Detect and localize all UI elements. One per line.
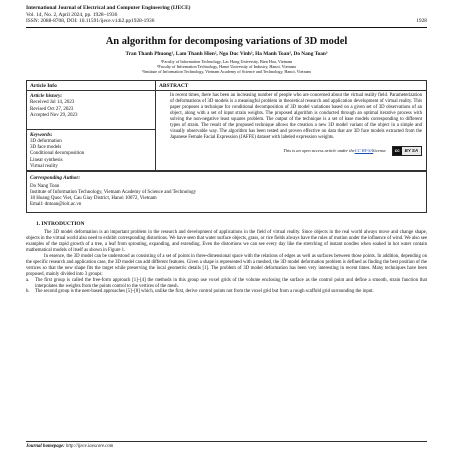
article-history [27,100,155,119]
page-footer [26,441,427,449]
corresponding-institute: Institute of Information Technology, Vietnam Academy of Science and Technology [30,190,197,196]
keyword: Conditional decomposition [30,151,85,157]
affiliations [26,59,427,75]
list-marker: a. [26,277,30,283]
list-item-text: The second group is the nest-based approaches [5]–[8] which, unlike the first, derive control points not from the voxel grid but from a rough scaffold grid surrounding the input. [35,289,374,295]
keyword: Virtual reality [30,163,58,169]
journal-name: International Journal of Electrical and Computer Engineering (IJECE) [26,5,191,11]
cc-by-sa-icon[interactable] [392,146,422,156]
keyword-list [27,139,155,170]
cc-badge-label: cc [394,147,400,153]
list-item [26,278,427,290]
paper-title: An algorithm for decomposing variations of 3D model [105,35,348,47]
page-number: 1928 [416,18,427,25]
article-info-column [27,81,156,170]
history-revised: Revised Oct 27, 2023 [30,106,74,112]
list-item [26,289,427,295]
author-list: Tran Thanh Phuong¹, Lam Thanh Hien², Ngo Duc Vinh³, Ha Manh Toan³, Do Nang Toan³ [125,50,328,57]
keywords-label: Keywords: [30,132,53,138]
keyword: 3D face models [30,145,62,151]
article-info-box [26,80,427,171]
history-accepted: Accepted Nov 29, 2023 [30,112,78,118]
by-sa-badge-label: BY SA [404,148,418,154]
corresponding-name: Do Nang Toan [30,184,60,190]
license-text-after: license. [373,148,387,154]
license-line [156,141,426,160]
journal-issn: ISSN: 2088-8708, DOI: 10.11591/ijece.v14i2.pp1928-1936 [26,18,155,25]
history-received: Received Jul 14, 2023 [30,100,75,106]
keyword: 3D deformation [30,139,62,144]
list-item-text: The first group is called the free-form approach [1]–[4] the methods in this group use voxel grids of the volume enclosing the surface as the control point and define a smooth, strain function that interpolates the weights from the points control to the vertices of the mesh. [35,277,427,289]
corresponding-author-box [26,171,427,213]
abstract-column [156,81,426,170]
affiliation-1: ¹Faculty of Information Technology, Lac Hong University, Bien Hoa, Vietnam [160,58,293,64]
section-heading-introduction: 1. INTRODUCTION [36,221,85,228]
affiliation-3: ³Institute of Information Technology, Vietnam Academy of Science and Technology, Hanoi, Vietnam [142,69,311,75]
article-info-heading: Article Info [27,81,155,91]
corresponding-email: Email: dntoan@ioit.ac.vn [30,202,82,208]
article-history-label: Article history: [30,93,63,100]
abstract-heading: ABSTRACT [156,81,426,91]
corresponding-address: 18 Hoang Quoc Viet, Cau Giay District, Hanoi 10072, Vietnam [30,196,157,202]
corresponding-author-label: Corresponding Author: [30,175,81,182]
intro-paragraph-2: In essence, the 3D model can be understood as consisting of a set of points in three-dimensional space with the relations of edges as well as surfaces between those points. In addition, depending on the specific research and application case, the 3D model can add different features. Given a shape is represented with a meshed, the 3D model deformation problem is defined as finding the best position of the vertices so that the new shape fits the target while preserving the local geometric details [1]. The problem of 3D model deformation has been very interesting in recent times. Many techniques have been proposed, mainly divided into 3 groups: [26,254,427,277]
journal-header [26,5,427,25]
header-rule [26,27,427,28]
keyword: Linear synthesis [30,157,63,163]
affiliation-2: ²Faculty of Information Technology, Hanoi University of Industry, Hanoi, Vietnam [157,63,296,69]
journal-volume: Vol. 14, No. 2, April 2024, pp. 1928~1936 [26,11,118,18]
license-text-before: This is an open access article under the [283,148,355,154]
intro-paragraph-1: The 3D model deformation is an important problem in the research and development of applications in the field of virtual reality. Since objects in the real world always move and change shape, objects in the virtual world also need to exhibit corresponding distortions. We have seen that water surface objects, grass, or rice fields always have the rules of motion under the influence of wind. We also see examples of the rapid growth of a tree, a leaf from sprouting, expanding, and extending. Even the distortions we can see every day like the stretching of instant noodles when soaked in hot water contain mathematical models of itself as shown in Figure 1. [26,230,427,254]
license-link[interactable]: CC BY-SA [354,148,374,154]
abstract-text: In recent times, there has been an increasing number of people who are concerned about the virtual reality field. Parameterization of deformations of 3D models is a meaningful problem in theoretical research and application development of virtual reality. This paper proposes a technique for conditional decomposition of 3D model variations based on a given set of 3D observations of an object, along with a set of input strain weights. The proposed algorithm is conducted through an optimal iterative process with solving the non-negative least squares problem. The output of the technique is a set of base models corresponding to different types of strain. The result of the proposed technique allows the creation a new 3D model variant of the object in a simple and visually observable way. The algorithm has been tested and proven effective on data that are 3D face models extracted from the Japanese Female Facial Expression (JAFFE) dataset with labeled expression weights. [170,93,422,140]
list-marker: b. [26,289,30,295]
footer-label: Journal homepage: [26,443,65,449]
journal-homepage-link[interactable]: http://ijece.iaescore.com [65,443,114,449]
